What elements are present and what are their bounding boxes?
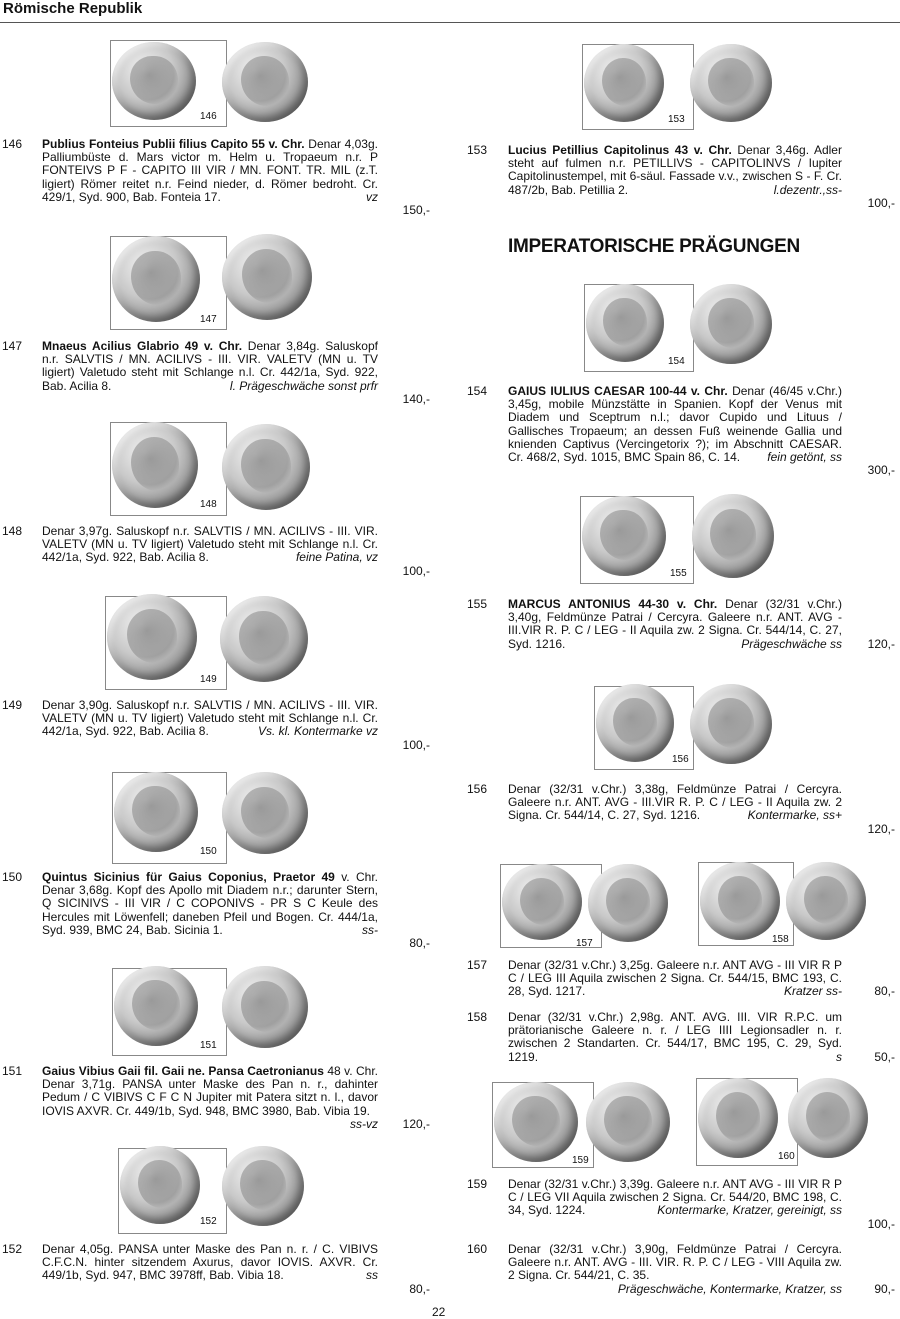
lot-title: Publius Fonteius Publii filius Capito 55 v. Chr.	[42, 137, 305, 151]
lot-title: Mnaeus Acilius Glabrio 49 v. Chr.	[42, 339, 243, 353]
lot-grade: fein getönt, ss	[767, 450, 842, 465]
lot-price: 120,-	[867, 637, 895, 651]
lot-number: 148	[2, 524, 23, 538]
lot-description: Denar 3,46g. Adler steht auf fulmen n.r. PETILLIVS - CAPITOLINVS / Iupiter Capitolinustempel, mit 6-säul. Fassade v.v., zwischen S - F. Cr. 487/2b, Bab. Petillia 2.	[508, 143, 842, 197]
lot-entry	[467, 1243, 897, 1303]
lot-price: 50,-	[874, 1050, 895, 1064]
lot-entry	[467, 1011, 897, 1071]
lot-price: 120,-	[402, 1117, 430, 1131]
lot-entry	[2, 340, 432, 410]
lot-price: 150,-	[402, 203, 430, 217]
lot-entry	[2, 525, 432, 585]
lot-price: 90,-	[874, 1282, 895, 1296]
page-header-title: Römische Republik	[3, 0, 143, 17]
lot-price: 140,-	[402, 392, 430, 406]
lot-description: Denar (32/31 v.Chr.) 2,98g. ANT. AVG. III. VIR R.P.C. um prätorianische Galeere n. r. / LEG IIII Legionsadler n. r. zwischen 2 Standarten. Cr. 544/17, BMC 195, C. 29, Syd. 1219.	[508, 1010, 842, 1064]
lot-price: 80,-	[874, 984, 895, 998]
lot-entry	[2, 1243, 432, 1303]
lot-description: Denar (46/45 v.Chr.) 3,45g, mobile Münzstätte in Spanien. Kopf der Venus mit Diadem und Sceptrum n.l.; davor Cupido und Lituus / Gallisches Tropaeum; an dessen Fuß weinende Gallia und knienden Captivus (Vercingetorix ?); im Abschnitt CAESAR. Cr. 468/2, Syd. 1015, BMC Spain 86, C. 14.	[508, 384, 842, 465]
lot-number: 151	[2, 1064, 23, 1078]
lot-price: 100,-	[402, 738, 430, 752]
lot-price: 300,-	[867, 463, 895, 477]
page-number: 22	[432, 1305, 446, 1319]
lot-entry	[467, 144, 897, 214]
lot-number: 149	[2, 698, 23, 712]
lot-number: 157	[467, 958, 488, 972]
lot-description: Denar 4,03g. Palliumbüste d. Mars victor m. Helm u. Tropaeum n.r. P FONTEIVS P F - CAPITO III VIR / MN. FONT. TR. MIL (z.T. ligiert) Römer reitet n.r. Feind nieder, d. Römer bedroht. Cr. 429/1, Syd. 900, Bab. Fonteia 17.	[42, 137, 378, 204]
lot-grade: Prägeschwäche ss	[741, 636, 842, 651]
lot-entry	[467, 385, 897, 480]
lot-grade: Kratzer ss-	[783, 984, 842, 999]
header-rule	[0, 22, 900, 23]
lot-number: 150	[2, 870, 23, 884]
lot-entry	[467, 959, 897, 1004]
lot-title: MARCUS ANTONIUS 44-30 v. Chr.	[508, 597, 718, 611]
lot-grade: feine Patina, vz	[295, 550, 378, 565]
lot-number: 155	[467, 597, 488, 611]
lot-grade: ss-	[362, 922, 378, 937]
lot-price: 120,-	[867, 822, 895, 836]
lot-description: Denar (32/31 v.Chr.) 3,38g, Feldmünze Patrai / Cercyra. Galeere n.r. ANT. AVG - III.VIR R. P. C / LEG - II Aquila zw. 2 Signa. Cr. 544/14, C. 27, Syd. 1216.	[508, 782, 842, 823]
section-title: IMPERATORISCHE PRÄGUNGEN	[508, 236, 800, 257]
lot-entry	[467, 598, 897, 658]
lot-number: 160	[467, 1242, 488, 1256]
lot-grade: ss-vz	[350, 1116, 378, 1131]
lot-entry	[2, 871, 432, 955]
lot-number: 159	[467, 1177, 488, 1191]
lot-entry	[2, 1065, 432, 1145]
lot-grade: Kontermarke, ss+	[747, 808, 842, 823]
lot-number: 153	[467, 143, 488, 157]
lot-title: Quintus Sicinius für Gaius Coponius, Praetor 49	[42, 870, 335, 884]
lot-price: 100,-	[402, 564, 430, 578]
lot-number: 146	[2, 137, 23, 151]
lot-description: 48 v. Chr. Denar 3,71g. PANSA unter Maske des Pan n. r., dahinter Pedum / C VIBIVS C F C N Jupiter mit Patera sitzt n. l., davor IOVIS AXVR. Cr. 449/1b, Syd. 948, BMC 3980, Bab. Vibia 19.	[42, 1064, 378, 1118]
lot-description: Denar (32/31 v.Chr.) 3,39g. Galeere n.r. ANT AVG - III VIR R P C / LEG VII Aquila zwischen 2 Signa. Cr. 544/20, BMC 198, C. 34, Syd. 1224.	[508, 1177, 842, 1218]
lot-entry	[467, 1178, 897, 1238]
lot-price: 100,-	[867, 1217, 895, 1231]
lot-description: Denar (32/31 v.Chr.) 3,25g. Galeere n.r. ANT AVG - III VIR R P C / LEG III Aquila zwischen 2 Signa. Cr. 544/15, BMC 193, C. 28, Syd. 1217.	[508, 958, 842, 999]
lot-grade: s	[836, 1049, 842, 1064]
lot-price: 80,-	[409, 936, 430, 950]
lot-description: Denar (32/31 v.Chr.) 3,40g, Feldmünze Patrai / Cercyra. Galeere n.r. ANT. AVG - III.VIR R. P. C / LEG - II Aquila zw. 2 Signa. Cr. 544/14, C. 27, Syd. 1216.	[508, 597, 842, 651]
lot-title: GAIUS IULIUS CAESAR 100-44 v. Chr.	[508, 384, 728, 398]
lot-entry	[2, 138, 432, 228]
lot-entry	[467, 783, 897, 843]
lot-title: Gaius Vibius Gaii fil. Gaii ne. Pansa Caetronianus	[42, 1064, 324, 1078]
lot-price: 100,-	[867, 196, 895, 210]
lot-number: 158	[467, 1010, 488, 1024]
lot-grade: Prägeschwäche, Kontermarke, Kratzer, ss	[617, 1281, 842, 1296]
lot-number: 154	[467, 384, 488, 398]
lot-grade: l. Prägeschwäche sonst prfr	[229, 378, 378, 393]
lot-description: v. Chr. Denar 3,68g. Kopf des Apollo mit Diadem n.r.; darunter Stern, Q SICINIVS - III VIR / C COPONIVS - PR S C Keule des Hercules mit Löwenfell; daneben Pfeil und Bogen. Cr. 444/1a, Syd. 939, BMC 24, Bab. Sicinia 1.	[42, 870, 378, 937]
lot-description: Denar 4,05g. PANSA unter Maske des Pan n. r. / C. VIBIVS C.F.C.N. hinter sitzendem Axurus, davor IOVIS. AXVR. Cr. 449/1b, Syd. 947, BMC 3978ff, Bab. Vibia 18.	[42, 1242, 378, 1283]
lot-number: 147	[2, 339, 23, 353]
lot-number: 156	[467, 782, 488, 796]
lot-price: 80,-	[409, 1282, 430, 1296]
lot-grade: Vs. kl. Kontermarke vz	[257, 724, 378, 739]
lot-title: Lucius Petillius Capitolinus 43 v. Chr.	[508, 143, 732, 157]
lot-grade: vz	[366, 189, 378, 204]
lot-description: Denar (32/31 v.Chr.) 3,90g, Feldmünze Patrai / Cercyra. Galeere n.r. ANT. AVG - III. VIR. R. P. C / LEG - VIII Aquila zw. 2 Signa. Cr. 544/21, C. 35.	[508, 1242, 842, 1283]
lot-grade: Kontermarke, Kratzer, gereinigt, ss	[657, 1203, 842, 1218]
lot-description: Denar 3,84g. Saluskopf n.r. SALVTIS / MN. ACILIVS - III. VIR. VALETV (MN u. TV ligiert) Valetudo steht mit Schlange n.l. Cr. 442/1a, Syd. 922, Bab. Acilia 8.	[42, 339, 378, 393]
lot-description: Denar 3,97g. Saluskopf n.r. SALVTIS / MN. ACILIVS - III. VIR. VALETV (MN u. TV ligiert) Valetudo steht mit Schlange n.l. Cr. 442/1a, Syd. 922, Bab. Acilia 8.	[42, 524, 378, 565]
lot-entry	[2, 699, 432, 759]
lot-number: 152	[2, 1242, 23, 1256]
lot-grade: ss	[366, 1268, 378, 1283]
lot-grade: l.dezentr.,ss-	[773, 182, 842, 197]
lot-description: Denar 3,90g. Saluskopf n.r. SALVTIS / MN. ACILIVS - III. VIR. VALETV (MN u. TV ligiert) Valetudo steht mit Schlange n.l. Cr. 442/1a, Syd. 922, Bab. Acilia 8.	[42, 698, 378, 739]
